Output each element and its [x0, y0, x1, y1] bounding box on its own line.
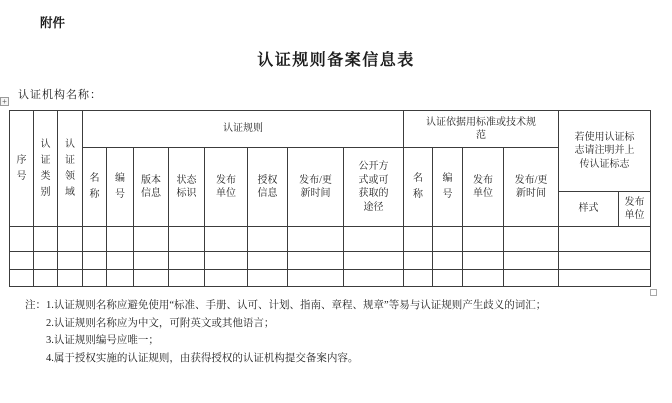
header-cert-category: 认证类别 — [34, 111, 58, 227]
attachment-label: 附件 — [40, 16, 66, 30]
group-header-standards: 认证依据用标准或技术规范 — [404, 111, 559, 148]
table-row — [10, 227, 651, 252]
body-cell[interactable] — [288, 252, 344, 270]
body-cell[interactable] — [34, 227, 58, 252]
body-cell[interactable] — [559, 270, 651, 287]
subheader-public-access-channel: 公开方式或可获取的途径 — [344, 148, 404, 227]
body-cell[interactable] — [134, 270, 169, 287]
body-cell[interactable] — [169, 252, 205, 270]
table-row — [10, 252, 651, 270]
subheader-version-info: 版本信息 — [134, 148, 169, 227]
subheader-std-name: 名称 — [404, 148, 433, 227]
body-cell[interactable] — [404, 270, 433, 287]
body-cell[interactable] — [404, 227, 433, 252]
subheader-rule-name: 名称 — [83, 148, 107, 227]
body-cell[interactable] — [205, 252, 248, 270]
note-item: 4.属于授权实施的认证规则，由获得授权的认证机构提交备案内容。 — [46, 352, 359, 364]
subheader-mark-style: 样式 — [559, 192, 619, 227]
body-cell[interactable] — [559, 227, 651, 252]
body-cell[interactable] — [10, 270, 34, 287]
header-serial-number: 序号 — [10, 111, 34, 227]
body-cell[interactable] — [205, 227, 248, 252]
note-item: 1.认证规则名称应避免使用“标准、手册、认可、计划、指南、章程、规章”等易与认证规则产生歧义的词汇； — [46, 300, 547, 311]
body-cell[interactable] — [58, 270, 83, 287]
body-cell[interactable] — [344, 227, 404, 252]
body-cell[interactable] — [463, 270, 504, 287]
body-cell[interactable] — [433, 270, 463, 287]
body-cell[interactable] — [248, 270, 288, 287]
group-header-cert-rules: 认证规则 — [83, 111, 404, 148]
subheader-authorization-info: 授权信息 — [248, 148, 288, 227]
body-cell[interactable] — [559, 252, 651, 270]
body-cell[interactable] — [169, 227, 205, 252]
body-cell[interactable] — [504, 252, 559, 270]
group-header-cert-mark: 若使用认证标志请注明并上传认证标志 — [559, 111, 651, 192]
body-cell[interactable] — [134, 252, 169, 270]
subheader-issuing-unit: 发布单位 — [205, 148, 248, 227]
body-cell[interactable] — [58, 227, 83, 252]
note-item: 3.认证规则编号应唯一； — [46, 335, 159, 346]
subheader-publish-update-time: 发布/更新时间 — [288, 148, 344, 227]
body-cell[interactable] — [107, 227, 134, 252]
notes-prefix: 注： — [25, 300, 46, 311]
body-cell[interactable] — [169, 270, 205, 287]
body-cell[interactable] — [344, 252, 404, 270]
body-cell[interactable] — [248, 252, 288, 270]
table-resize-handle-icon[interactable] — [650, 289, 657, 296]
body-cell[interactable] — [134, 227, 169, 252]
page-title: 认证规则备案信息表 — [257, 52, 415, 69]
subheader-status-mark: 状态标识 — [169, 148, 205, 227]
body-cell[interactable] — [504, 227, 559, 252]
body-cell[interactable] — [344, 270, 404, 287]
body-cell[interactable] — [433, 227, 463, 252]
header-cert-field: 认证领域 — [58, 111, 83, 227]
body-cell[interactable] — [58, 252, 83, 270]
body-cell[interactable] — [107, 270, 134, 287]
body-cell[interactable] — [463, 252, 504, 270]
filing-table — [9, 110, 651, 287]
body-cell[interactable] — [10, 227, 34, 252]
body-cell[interactable] — [504, 270, 559, 287]
body-cell[interactable] — [433, 252, 463, 270]
body-cell[interactable] — [83, 270, 107, 287]
notes — [25, 297, 657, 367]
body-cell[interactable] — [83, 227, 107, 252]
body-cell[interactable] — [288, 227, 344, 252]
subheader-std-issuing-unit: 发布单位 — [463, 148, 504, 227]
subheader-rule-number: 编号 — [107, 148, 134, 227]
subheader-mark-issuing-unit: 发布单位 — [619, 192, 651, 227]
body-cell[interactable] — [34, 270, 58, 287]
body-cell[interactable] — [34, 252, 58, 270]
body-cell[interactable] — [83, 252, 107, 270]
body-cell[interactable] — [463, 227, 504, 252]
subheader-std-number: 编号 — [433, 148, 463, 227]
table-row — [10, 270, 651, 287]
table-move-handle-icon[interactable]: + — [0, 97, 9, 106]
body-cell[interactable] — [205, 270, 248, 287]
body-cell[interactable] — [288, 270, 344, 287]
body-cell[interactable] — [10, 252, 34, 270]
subheader-std-publish-update-time: 发布/更新时间 — [504, 148, 559, 227]
body-cell[interactable] — [248, 227, 288, 252]
note-item: 2.认证规则名称应为中文，可附英文或其他语言； — [46, 317, 275, 329]
body-cell[interactable] — [404, 252, 433, 270]
body-cell[interactable] — [107, 252, 134, 270]
org-name-label: 认证机构名称： — [18, 89, 102, 101]
